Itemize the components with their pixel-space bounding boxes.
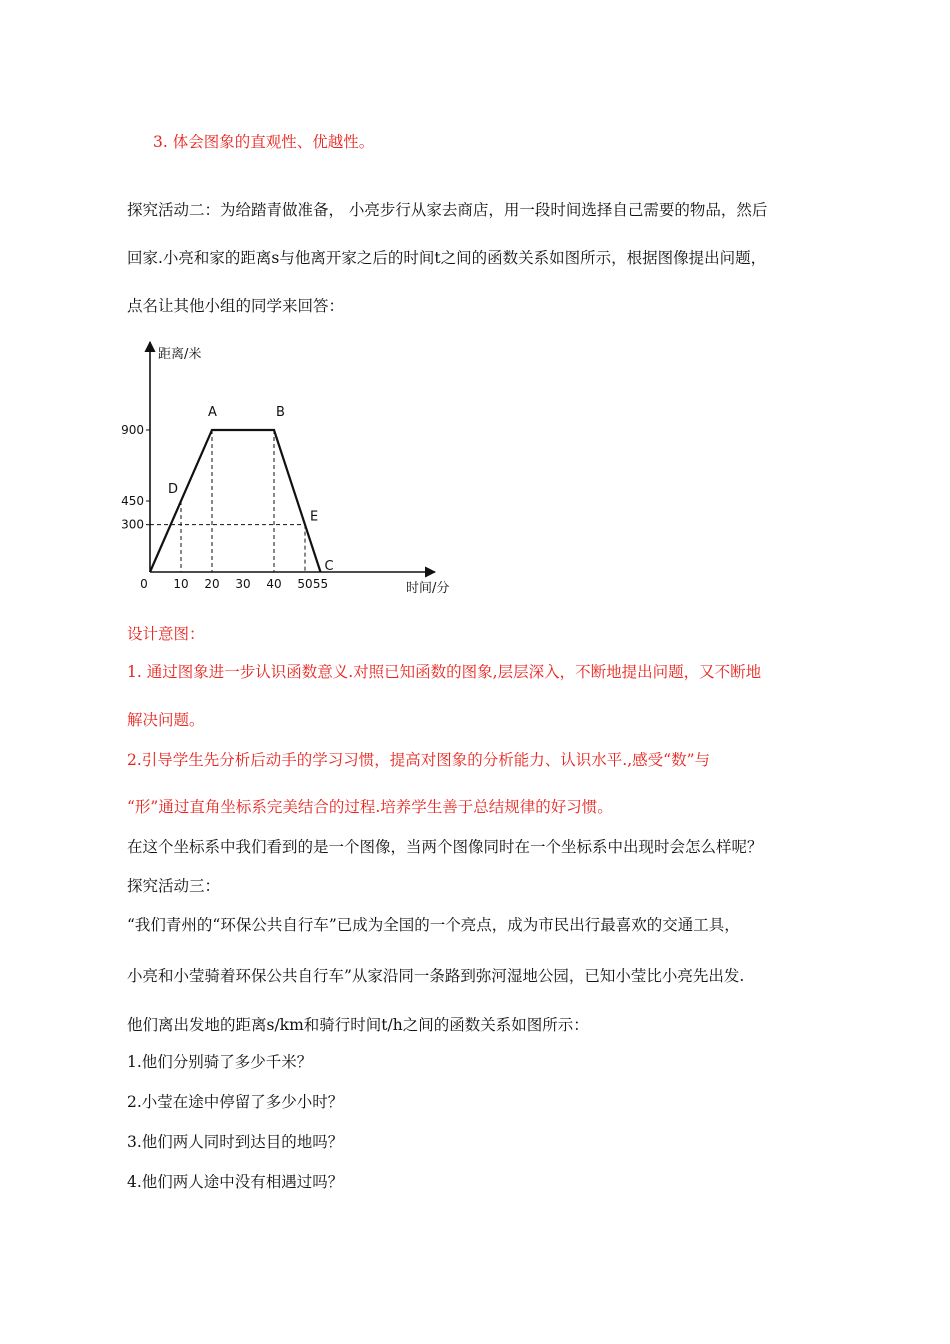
x-axis-label: 时间/分 [406, 581, 450, 596]
point-label-B: B [276, 404, 285, 420]
question-4: 4.他们两人途中没有相遇过吗？ [127, 1173, 344, 1191]
activity3-line-1: “我们青州的“环保公共自行车”已成为全国的一个亮点，成为市民出行最喜欢的交通工具， [127, 916, 740, 934]
activity3-line-2: 小亮和小莹骑着环保公共自行车”从家沿同一条路到弥河湿地公园，已知小莹比小亮先出发. [127, 967, 745, 985]
question-2: 2.小莹在途中停留了多少小时？ [127, 1093, 344, 1111]
point-label-A: A [208, 404, 217, 420]
x-tick-label: 30 [235, 577, 251, 591]
activity3-line-3: 他们离出发地的距离s/km和骑行时间t/h之间的函数关系如图所示： [127, 1016, 589, 1034]
point-label-E: E [310, 509, 319, 525]
x-tick-label: 55 [312, 577, 329, 591]
point-label-C: C [324, 559, 334, 574]
x-tick-label: 50 [297, 577, 313, 591]
y-tick-label: 450 [121, 493, 144, 508]
design-title: 设计意图： [127, 625, 205, 643]
question-1: 1.他们分别骑了多少千米？ [127, 1053, 313, 1071]
distance-time-chart [110, 330, 470, 600]
series-line [150, 430, 321, 572]
activity2-line-1: 探究活动二：为给踏青做准备， 小亮步行从家去商店，用一段时间选择自己需要的物品，然后 [127, 201, 768, 219]
intro-item-3: 3. 体会图象的直观性、优越性。 [153, 133, 375, 151]
design-p2-line-2: “形”通过直角坐标系完美结合的过程.培养学生善于总结规律的好习惯。 [127, 798, 613, 816]
x-tick-label: 40 [266, 577, 282, 591]
activity2-line-3: 点名让其他小组的同学来回答： [127, 297, 345, 315]
transition-text: 在这个坐标系中我们看到的是一个图像，当两个图像同时在一个坐标系中出现时会怎么样呢？ [127, 838, 763, 856]
point-label-D: D [168, 481, 179, 497]
y-axis-label: 距离/米 [158, 347, 202, 362]
design-p2-line-1: 2.引导学生先分析后动手的学习习惯，提高对图象的分析能力、认识水平.,感受“数”与 [127, 751, 710, 769]
x-tick-label: 20 [204, 577, 220, 591]
question-3: 3.他们两人同时到达目的地吗？ [127, 1133, 344, 1151]
activity3-title: 探究活动三： [127, 877, 221, 895]
design-p1-line-2: 解决问题。 [127, 711, 205, 729]
x-tick-label: 0 [140, 577, 148, 591]
design-p1-line-1: 1. 通过图象进一步认识函数意义.对照已知函数的图象,层层深入，不断地提出问题，又不断地 [127, 663, 762, 681]
x-tick-label: 10 [173, 577, 189, 591]
activity2-line-2: 回家.小亮和家的距离s与他离开家之后的时间t之间的函数关系如图所示，根据图像提出问题， [127, 249, 767, 267]
y-tick-label: 300 [121, 517, 144, 532]
y-tick-label: 900 [121, 422, 144, 437]
